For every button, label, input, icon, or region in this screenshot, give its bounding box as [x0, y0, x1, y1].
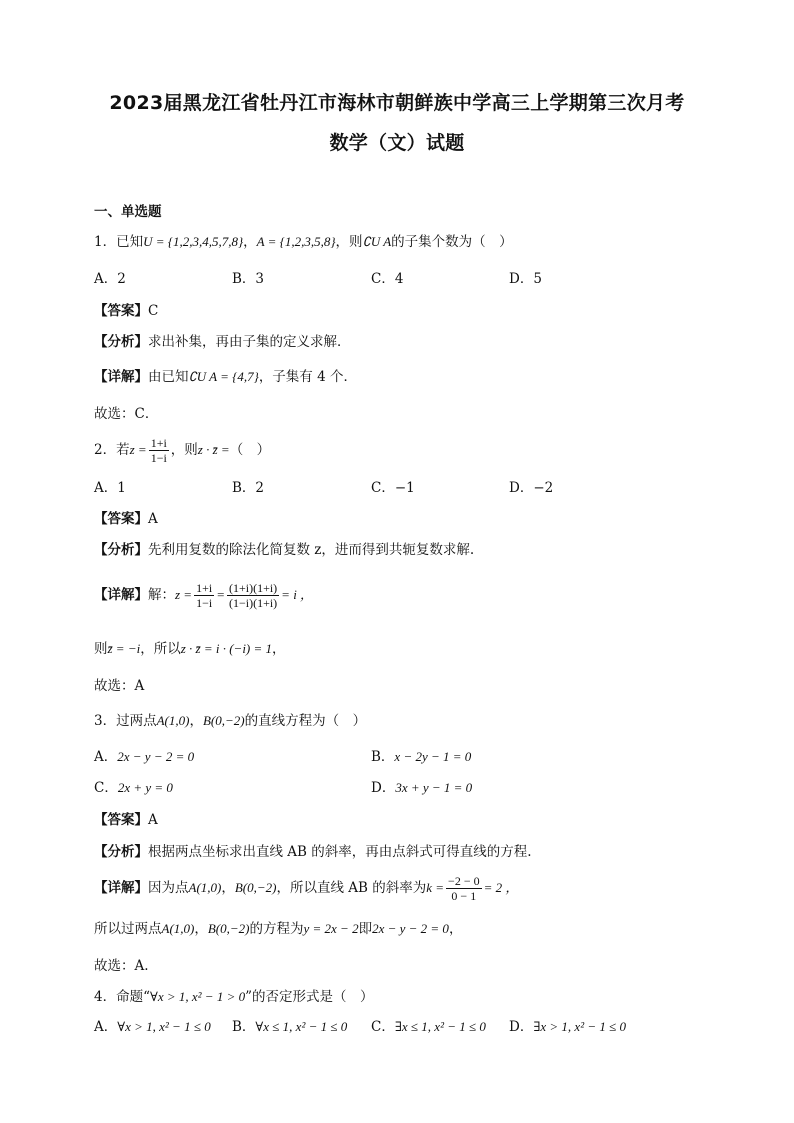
- q2-line2-b: ，所以: [140, 641, 181, 657]
- q2-detail-line2: [94, 640, 286, 658]
- q3-option-c: [94, 779, 173, 797]
- q4-proposition: ∀x > 1, x² − 1 > 0: [150, 989, 246, 1004]
- q1-sep: ，: [243, 234, 257, 250]
- q3-d-point-a: A(1,0): [188, 880, 222, 895]
- q4-option-c-label: C．: [371, 1019, 395, 1035]
- q4-option-b-math: ∀x ≤ 1, x² − 1 ≤ 0: [255, 1019, 348, 1034]
- q3-option-b-label: B．: [371, 749, 395, 765]
- q1-detail-math: ∁U A = {4,7}: [188, 369, 259, 384]
- q2-stem: [94, 436, 270, 465]
- q3-option-a-math: 2x − y − 2 = 0: [117, 749, 195, 764]
- q4-option-b: [232, 1018, 347, 1036]
- q1-stem-a: 1．已知: [94, 234, 144, 250]
- title-line-2: 数学（文）试题: [329, 132, 465, 154]
- q2-line2-math1: z̄ = −i: [107, 641, 141, 656]
- q3-analysis: [94, 843, 532, 861]
- q1-answer-tag: 【答案】: [94, 303, 148, 319]
- q4-option-b-label: B．: [232, 1019, 256, 1035]
- q1-detail-a: 由已知: [148, 369, 189, 385]
- q2-analysis: [94, 541, 474, 559]
- q4-option-a-label: A．: [94, 1019, 118, 1035]
- q1-stem-b: ，则: [335, 234, 363, 250]
- q1-option-a: A．2: [94, 271, 126, 287]
- q3-line2-a: 所以过两点: [94, 921, 162, 937]
- q3-d-k-result: = 2 ，: [483, 880, 519, 895]
- q2-d-frac2-num: (1+i)(1+i): [228, 581, 278, 595]
- q4-option-d-label: D．: [509, 1019, 534, 1035]
- q3-line2-eq2: 2x − y − 2 = 0: [372, 921, 449, 936]
- q3-d-frac-num: −2 − 0: [448, 874, 480, 888]
- q4-stem-b: ”的否定形式是（ ）: [245, 989, 374, 1005]
- q2-z-eq: z =: [129, 442, 147, 457]
- q2-answer-value: A: [148, 511, 158, 527]
- q2-d-frac2-den: (1−i)(1+i): [228, 596, 278, 610]
- q3-line2-point-b: B(0,−2): [207, 921, 250, 936]
- q2-option-a: A．1: [94, 480, 126, 496]
- q4-option-c-math: ∃x ≤ 1, x² − 1 ≤ 0: [394, 1019, 486, 1034]
- title-line-1: 2023届黑龙江省牡丹江市海林市朝鲜族中学高三上学期第三次月考: [109, 92, 685, 114]
- q3-option-a: [94, 748, 194, 766]
- q3-point-a: A(1,0): [156, 713, 190, 728]
- q2-frac-den: 1−i: [150, 451, 167, 465]
- q3-detail-a: 因为点: [148, 880, 189, 896]
- q1-stem-c: 的子集个数为（ ）: [391, 234, 513, 250]
- q1-answer-value: C: [148, 303, 159, 319]
- q2-choice: 故选：A: [94, 678, 145, 694]
- q2-line2-math2: z · z̄ = i · (−i) = 1: [180, 641, 273, 656]
- q2-fraction: [149, 436, 169, 465]
- q3-sep: ，: [189, 713, 203, 729]
- q2-stem-b: ，则: [170, 442, 198, 458]
- q2-d-frac1-den: 1−i: [196, 596, 213, 610]
- q2-d-frac1-num: 1+i: [196, 581, 213, 595]
- q3-detail-b: ，所以直线 AB 的斜率为: [276, 880, 427, 896]
- q2-analysis-tag: 【分析】: [94, 542, 148, 558]
- q1-option-b: B．3: [232, 271, 265, 287]
- section-heading: 一、单选题: [94, 204, 162, 220]
- q3-option-d-math: 3x + y − 1 = 0: [395, 780, 473, 795]
- q2-d-eq: =: [216, 587, 225, 602]
- q2-d-z: z =: [175, 587, 193, 602]
- q2-option-b: B．2: [232, 480, 265, 496]
- q4-option-a: [94, 1018, 211, 1036]
- q2-d-res: = i ，: [281, 587, 314, 602]
- q2-detail: [94, 580, 313, 610]
- q2-detail-a: 解：: [148, 587, 175, 603]
- q1-choice: 故选：C．: [94, 406, 159, 422]
- q1-analysis-text: 求出补集，再由子集的定义求解．: [148, 334, 351, 350]
- q2-frac-num: 1+i: [150, 436, 167, 450]
- q3-option-c-math: 2x + y = 0: [117, 780, 173, 795]
- q3-option-b-math: x − 2y − 1 = 0: [394, 749, 472, 764]
- q3-analysis-tag: 【分析】: [94, 844, 148, 860]
- q2-line2-c: ，: [272, 641, 286, 657]
- q3-option-d-label: D．: [371, 780, 396, 796]
- q3-analysis-text: 根据两点坐标求出直线 AB 的斜率，再由点斜式可得直线的方程.: [148, 844, 532, 860]
- q3-stem-a: 3．过两点: [94, 713, 157, 729]
- q2-line2-a: 则: [94, 641, 108, 657]
- q3-line2-eq1: y = 2x − 2: [303, 921, 359, 936]
- q3-line2-b: 的方程为: [249, 921, 304, 937]
- q3-line2-c: 即: [358, 921, 373, 937]
- q2-zz: z · z̄ =: [197, 442, 230, 457]
- q3-detail-tag: 【详解】: [94, 880, 148, 896]
- q3-detail-line2: [94, 920, 462, 938]
- q3-option-a-label: A．: [94, 749, 118, 765]
- q1-complement: ∁U A: [362, 234, 392, 249]
- q3-option-b: [371, 748, 471, 766]
- q2-d-frac2: [227, 581, 279, 610]
- q3-d-k: k =: [426, 880, 445, 895]
- q2-detail-tag: 【详解】: [94, 587, 148, 603]
- q3-stem: [94, 712, 366, 730]
- q3-d-frac-den: 0 − 1: [451, 889, 477, 903]
- q2-option-d: D．−2: [509, 480, 554, 496]
- q3-detail: [94, 873, 518, 903]
- q3-choice: 故选：A.: [94, 958, 149, 974]
- q2-analysis-text: 先利用复数的除法化简复数 z，进而得到共轭复数求解.: [148, 542, 475, 558]
- q4-option-d-math: ∃x > 1, x² − 1 ≤ 0: [533, 1019, 626, 1034]
- q3-d-sep: ，: [221, 880, 235, 896]
- q1-answer: [94, 302, 158, 320]
- q3-answer: [94, 811, 158, 829]
- q1-analysis-tag: 【分析】: [94, 334, 148, 350]
- q4-stem-a: 4．命题“: [94, 989, 150, 1005]
- q3-option-d: [371, 779, 472, 797]
- q3-line2-d: ，: [448, 921, 463, 937]
- q3-option-c-label: C．: [94, 780, 118, 796]
- q1-detail-b: ，子集有 4 个．: [258, 369, 357, 385]
- q3-stem-b: 的直线方程为（ ）: [244, 713, 367, 729]
- q3-d-point-b: B(0,−2): [234, 880, 277, 895]
- q2-stem-a: 2．若: [94, 442, 130, 458]
- q1-option-d: D．5: [509, 271, 542, 287]
- q3-line2-point-a: A(1,0): [161, 921, 195, 936]
- q3-answer-value: A: [148, 812, 158, 828]
- q1-option-c: C．4: [371, 271, 404, 287]
- q4-option-c: [371, 1018, 486, 1036]
- q3-answer-tag: 【答案】: [94, 812, 148, 828]
- q3-point-b: B(0,−2): [202, 713, 245, 728]
- q2-option-c: C．−1: [371, 480, 415, 496]
- q4-stem: [94, 988, 374, 1006]
- q1-set-u: U = {1,2,3,4,5,7,8}: [143, 234, 244, 249]
- q1-set-a: A = {1,2,3,5,8}: [256, 234, 336, 249]
- q2-answer: [94, 510, 158, 528]
- q2-answer-tag: 【答案】: [94, 511, 148, 527]
- q4-option-d: [509, 1018, 626, 1036]
- q2-stem-c: （ ）: [229, 442, 271, 458]
- q2-d-frac1: [194, 581, 214, 610]
- q1-stem: [94, 233, 513, 251]
- q4-option-a-math: ∀x > 1, x² − 1 ≤ 0: [117, 1019, 211, 1034]
- q1-analysis: [94, 333, 351, 351]
- q1-detail: [94, 368, 357, 386]
- q3-d-slope-frac: [446, 874, 482, 903]
- q1-detail-tag: 【详解】: [94, 369, 148, 385]
- q3-line2-sep: ，: [194, 921, 208, 937]
